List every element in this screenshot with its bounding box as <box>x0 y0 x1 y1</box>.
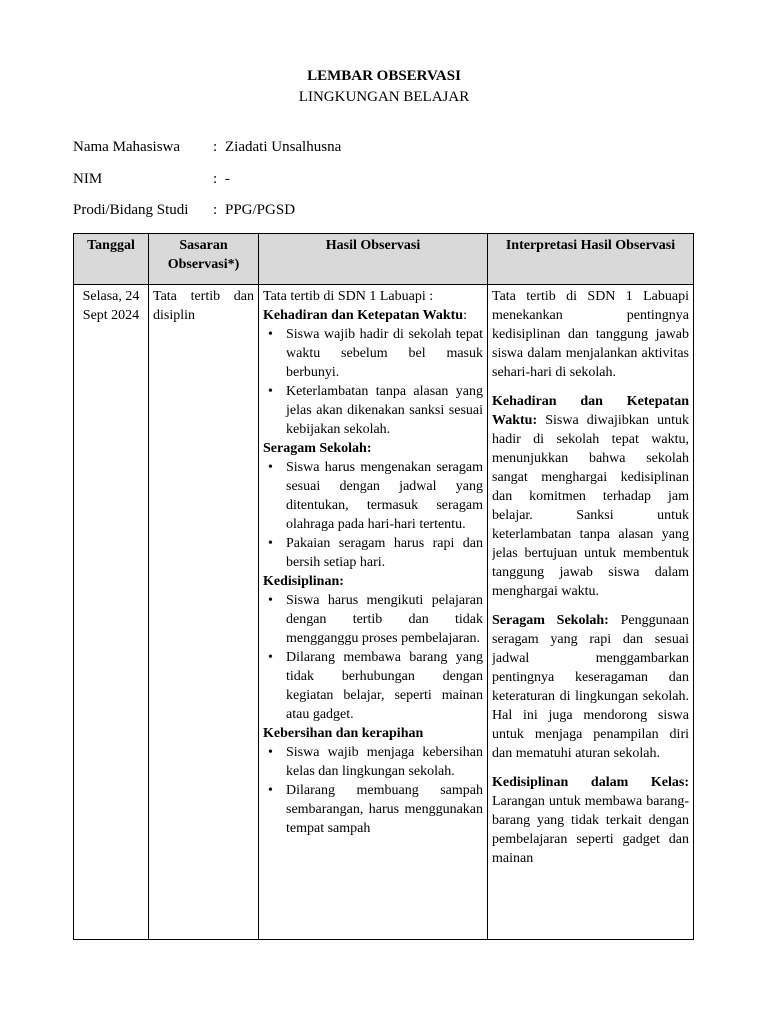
info-label: Prodi/Bidang Studi <box>73 202 189 218</box>
list-item: • Dilarang membuang sampah sembarangan, harus menggunakan tempat sampah <box>286 781 483 838</box>
info-value: Ziadati Unsalhusna <box>225 139 342 155</box>
hasil-section-heading: Kebersihan dan kerapihan <box>263 726 424 741</box>
document-title: LEMBAR OBSERVASI <box>307 68 461 84</box>
list-item: • Pakaian seragam harus rapi dan bersih setiap hari. <box>286 534 483 572</box>
interpretasi-heading: Kehadiran dan Ketepatan Waktu: <box>492 394 689 428</box>
list-item: • Keterlambatan tanpa alasan yang jelas akan dikenakan sanksi sesuai kebijakan sekolah. <box>286 382 483 439</box>
interpretasi-paragraph: Seragam Sekolah: Penggunaan seragam yang rapi dan sesuai jadwal menggambarkan pentingnya keseragaman dan keteraturan di lingkungan sekolah. Hal ini juga mendorong siswa untuk menjaga penampilan diri dan mematuhi aturan sekolah. <box>492 613 689 761</box>
cell-hasil <box>259 285 488 940</box>
list-item: • Siswa harus mengenakan seragam sesuai dengan jadwal yang ditentukan, termasuk seragam olahraga pada hari-hari tertentu. <box>286 458 483 534</box>
info-row-nama: Nama Mahasiswa : Ziadati Unsalhusna <box>73 139 342 155</box>
list-item: • Dilarang membawa barang yang tidak berhubungan dengan kegiatan belajar, seperti mainan atau gadget. <box>286 648 483 724</box>
header-tanggal: Tanggal <box>74 234 149 285</box>
list-item: • Siswa harus mengikuti pelajaran dengan tertib dan tidak mengganggu proses pembelajaran. <box>286 591 483 648</box>
info-value: PPG/PGSD <box>225 202 296 218</box>
info-label: NIM <box>73 171 103 187</box>
hasil-section-heading: Kehadiran dan Ketepatan Waktu: <box>263 308 467 323</box>
interpretasi-heading: Seragam Sekolah: <box>492 613 609 628</box>
cell-interpretasi <box>488 285 694 940</box>
hasil-section-heading: Seragam Sekolah: <box>263 441 372 456</box>
hasil-bullet-list <box>263 591 483 724</box>
document-subtitle: LINGKUNGAN BELAJAR <box>298 89 470 105</box>
hasil-bullet-list <box>263 325 483 439</box>
hasil-bullet-list <box>263 458 483 572</box>
header-hasil: Hasil Observasi <box>259 234 488 285</box>
list-item: • Siswa wajib menjaga kebersihan kelas dan lingkungan sekolah. <box>286 743 483 781</box>
table-row <box>74 285 694 940</box>
hasil-section-heading: Kedisiplinan: <box>263 574 344 589</box>
cell-tanggal: Selasa, 24 Sept 2024 <box>74 285 149 940</box>
header-sasaran: Sasaran Observasi*) <box>149 234 259 285</box>
info-value: - <box>225 171 230 187</box>
cell-sasaran: Tata tertib dan disiplin <box>149 285 259 940</box>
hasil-intro: Tata tertib di SDN 1 Labuapi : <box>263 289 434 304</box>
interpretasi-paragraph: Kedisiplinan dalam Kelas: Larangan untuk membawa barang-barang yang tidak terkait dengan pembelajaran seperti gadget dan mainan <box>492 775 689 866</box>
interpretasi-heading: Kedisiplinan dalam Kelas: <box>492 775 689 790</box>
info-row-nim: NIM : - <box>73 171 230 187</box>
observation-table <box>73 233 694 940</box>
info-row-prodi: Prodi/Bidang Studi : PPG/PGSD <box>73 202 296 218</box>
list-item: • Siswa wajib hadir di sekolah tepat waktu sebelum bel masuk berbunyi. <box>286 325 483 382</box>
interpretasi-paragraph: Tata tertib di SDN 1 Labuapi menekankan pentingnya kedisiplinan dan tanggung jawab siswa dalam menjalankan aktivitas sehari-hari di sekolah. <box>492 289 689 380</box>
hasil-bullet-list <box>263 743 483 838</box>
header-interpretasi: Interpretasi Hasil Observasi <box>488 234 694 285</box>
interpretasi-paragraph: Kehadiran dan Ketepatan Waktu: Siswa diwajibkan untuk hadir di sekolah tepat waktu, menunjukkan bahwa sekolah sangat menghargai kedisiplinan dan komitmen terhadap jam belajar. Sanksi untuk keterlambatan tanpa alasan yang jelas bertujuan untuk membentuk tanggung jawab siswa dalam menghargai waktu. <box>492 394 689 599</box>
info-label: Nama Mahasiswa <box>73 139 181 155</box>
